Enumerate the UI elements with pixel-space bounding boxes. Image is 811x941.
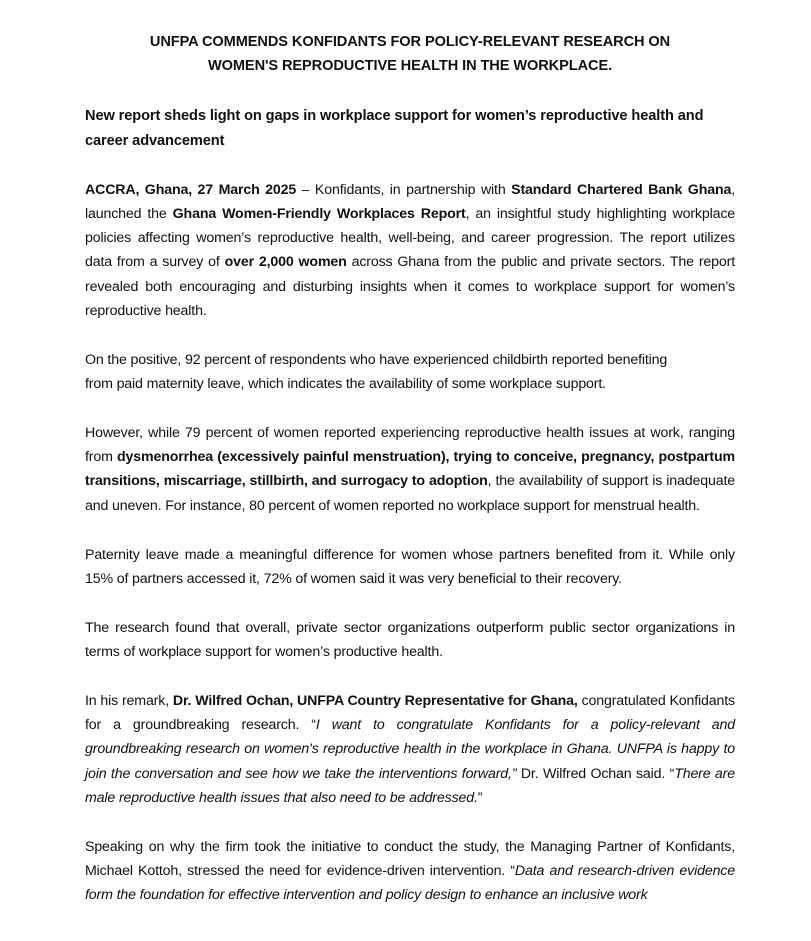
paragraph-health-issues [85,421,735,518]
health-issues-list: dysmenorrhea (excessively painful menstruation), trying to conceive, pregnancy, postpartum transitions, miscarriage, stillbirth, and surrogacy to adoption [85,449,735,490]
text-run: , launched the [85,181,736,222]
text-run: Dr. Wilfred Ochan said. “ [516,765,675,782]
partner-name: Standard Chartered Bank Ghana [511,181,732,198]
speaker-name: Dr. Wilfred Ochan, UNFPA Country Representative for Ghana, [172,692,578,709]
text-run: across Ghana from the public and private sectors. The report revealed both encouraging and disturbing insights when it comes to workplace support for women’s reproductive health. [85,254,735,319]
text-line: On the positive, 92 percent of respondents who have experienced childbirth reported benefiting [85,351,668,368]
paragraph-unfpa-remark [85,689,735,810]
paragraph-managing-partner [85,835,735,908]
document-title [85,30,735,78]
title-line-1: UNFPA COMMENDS KONFIDANTS FOR POLICY-RELEVANT RESEARCH ON [149,34,671,50]
text-run: congratulated Konfidants for a groundbreaking research. “ [85,692,735,734]
survey-size: over 2,000 women [224,254,347,271]
title-line-2: WOMEN'S REPRODUCTIVE HEALTH IN THE WORKPLACE. [207,58,613,74]
text-run: In his remark, [85,692,173,709]
text-run: Speaking on why the firm took the initiative to conduct the study, the Managing Partner of Konfidants, Michael Kottoh, stressed the need for evidence-driven intervention. “ [85,838,735,880]
paragraph-maternity-leave [85,348,735,397]
text-run: , the availability of support is inadequate and uneven. For instance, 80 percent of women reported no workplace support for menstrual health. [85,473,735,514]
quote: I want to congratulate Konfidants for a policy-relevant and groundbreaking research on women's reproductive health in the workplace in Ghana. UNFPA is happy to join the conversation and see how we take the interventions forward,” [85,717,735,782]
text-run: However, while 79 percent of women reported experiencing reproductive health issues at work, ranging from [85,424,735,466]
dateline: ACCRA, Ghana, 27 March 2025 [85,181,297,198]
paragraph-paternity-leave: Paternity leave made a meaningful difference for women whose partners benefited from it. While only 15% of partners accessed it, 72% of women said it was very beneficial to their recovery. [85,546,735,587]
quote: There are male reproductive health issues that also need to be addressed. [85,765,735,806]
report-name: Ghana Women-Friendly Workplaces Report [172,205,466,222]
press-release-document [85,30,735,908]
quote: Data and research-driven evidence form the foundation for effective intervention and policy design to enhance an inclusive work [85,863,735,904]
paragraph-launch [85,178,735,324]
text-run: – Konfidants, in partnership with [296,181,512,198]
text-line: from paid maternity leave, which indicates the availability of some workplace support. [85,376,606,393]
text-run: ” [477,789,483,806]
paragraph-sector-comparison: The research found that overall, private sector organizations outperform public sector organizations in terms of workplace support for women’s productive health. [85,619,735,660]
text-run: , an insightful study highlighting workplace policies affecting women’s reproductive health, well-being, and career progression. The report utilizes data from a survey of [85,205,736,271]
document-subtitle: New report sheds light on gaps in workplace support for women’s reproductive health and career advancement [85,108,704,149]
